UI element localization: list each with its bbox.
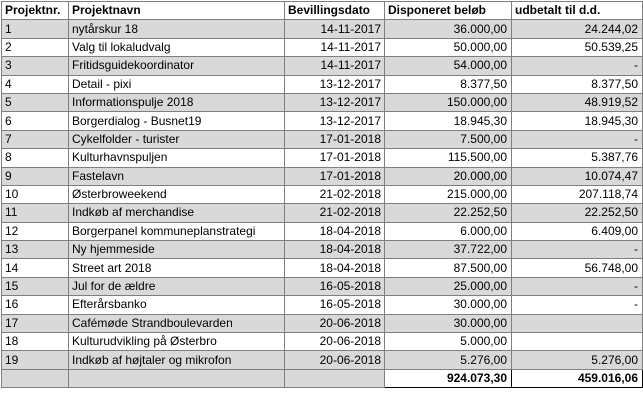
cell-projektnr[interactable]: 13 <box>2 241 69 259</box>
total-row <box>2 369 643 387</box>
cell-bevillingsdato[interactable]: 20-06-2018 <box>285 314 385 332</box>
cell-disponeret[interactable]: 6.000,00 <box>385 222 512 240</box>
table-row <box>2 185 643 203</box>
cell-udbetalt[interactable] <box>512 314 643 332</box>
cell-disponeret[interactable]: 115.500,00 <box>385 149 512 167</box>
cell-disponeret[interactable]: 18.945,30 <box>385 112 512 130</box>
cell-bevillingsdato[interactable]: 16-05-2018 <box>285 296 385 314</box>
cell-bevillingsdato[interactable]: 14-11-2017 <box>285 57 385 75</box>
cell-projektnavn[interactable]: Kulturhavnspuljen <box>69 149 285 167</box>
cell-bevillingsdato[interactable]: 17-01-2018 <box>285 167 385 185</box>
cell-projektnr[interactable]: 1 <box>2 20 69 38</box>
cell-udbetalt[interactable]: - <box>512 296 643 314</box>
cell-projektnr[interactable]: 8 <box>2 149 69 167</box>
cell-disponeret[interactable]: 5.276,00 <box>385 351 512 369</box>
cell-projektnr[interactable]: 14 <box>2 259 69 277</box>
table-row <box>2 57 643 75</box>
cell-projektnavn[interactable]: Street art 2018 <box>69 259 285 277</box>
cell-disponeret[interactable]: 87.500,00 <box>385 259 512 277</box>
cell-disponeret[interactable]: 8.377,50 <box>385 75 512 93</box>
cell-bevillingsdato[interactable]: 20-06-2018 <box>285 333 385 351</box>
cell-disponeret[interactable]: 25.000,00 <box>385 277 512 295</box>
cell-bevillingsdato[interactable]: 21-02-2018 <box>285 185 385 203</box>
cell-disponeret[interactable]: 36.000,00 <box>385 20 512 38</box>
cell-projektnavn[interactable]: Jul for de ældre <box>69 277 285 295</box>
cell-udbetalt[interactable]: 22.252,50 <box>512 204 643 222</box>
table-row <box>2 167 643 185</box>
total-blank[interactable] <box>285 369 385 387</box>
cell-udbetalt[interactable]: 24.244,02 <box>512 20 643 38</box>
cell-projektnavn[interactable]: Ny hjemmeside <box>69 241 285 259</box>
cell-udbetalt[interactable]: 5.387,76 <box>512 149 643 167</box>
table-row <box>2 204 643 222</box>
cell-projektnr[interactable]: 16 <box>2 296 69 314</box>
cell-projektnavn[interactable]: Borgerdialog - Busnet19 <box>69 112 285 130</box>
table-row <box>2 296 643 314</box>
cell-udbetalt[interactable]: 56.748,00 <box>512 259 643 277</box>
cell-bevillingsdato[interactable]: 13-12-2017 <box>285 112 385 130</box>
cell-bevillingsdato[interactable]: 13-12-2017 <box>285 93 385 111</box>
cell-bevillingsdato[interactable]: 14-11-2017 <box>285 38 385 56</box>
table-row <box>2 314 643 332</box>
cell-disponeret[interactable]: 7.500,00 <box>385 130 512 148</box>
cell-projektnavn[interactable]: Østerbroweekend <box>69 185 285 203</box>
cell-projektnr[interactable]: 12 <box>2 222 69 240</box>
table-row <box>2 259 643 277</box>
cell-disponeret[interactable]: 5.000,00 <box>385 333 512 351</box>
table-row <box>2 277 643 295</box>
header-disponeret[interactable]: Disponeret beløb <box>385 2 512 20</box>
cell-projektnr[interactable]: 9 <box>2 167 69 185</box>
header-projektnr[interactable]: Projektnr. <box>2 2 69 20</box>
cell-bevillingsdato[interactable]: 13-12-2017 <box>285 75 385 93</box>
cell-projektnr[interactable]: 4 <box>2 75 69 93</box>
total-disponeret[interactable]: 924.073,30 <box>385 369 512 387</box>
cell-udbetalt[interactable]: 50.539,25 <box>512 38 643 56</box>
cell-bevillingsdato[interactable]: 17-01-2018 <box>285 149 385 167</box>
total-blank[interactable] <box>2 369 69 387</box>
budget-table <box>1 1 643 388</box>
cell-projektnavn[interactable]: Kulturudvikling på Østerbro <box>69 333 285 351</box>
cell-udbetalt[interactable]: 207.118,74 <box>512 185 643 203</box>
cell-projektnr[interactable]: 11 <box>2 204 69 222</box>
cell-udbetalt[interactable]: 18.945,30 <box>512 112 643 130</box>
cell-bevillingsdato[interactable]: 20-06-2018 <box>285 351 385 369</box>
table-row <box>2 333 643 351</box>
cell-udbetalt[interactable]: 8.377,50 <box>512 75 643 93</box>
cell-projektnr[interactable]: 19 <box>2 351 69 369</box>
cell-projektnavn[interactable]: Fastelavn <box>69 167 285 185</box>
cell-projektnavn[interactable]: Indkøb af højtaler og mikrofon <box>69 351 285 369</box>
cell-bevillingsdato[interactable]: 14-11-2017 <box>285 20 385 38</box>
cell-disponeret[interactable]: 50.000,00 <box>385 38 512 56</box>
header-projektnavn[interactable]: Projektnavn <box>69 2 285 20</box>
cell-projektnavn[interactable]: Informationspulje 2018 <box>69 93 285 111</box>
cell-disponeret[interactable]: 54.000,00 <box>385 57 512 75</box>
cell-projektnr[interactable]: 5 <box>2 93 69 111</box>
cell-disponeret[interactable]: 30.000,00 <box>385 314 512 332</box>
table-row <box>2 38 643 56</box>
cell-projektnr[interactable]: 6 <box>2 112 69 130</box>
cell-projektnr[interactable]: 17 <box>2 314 69 332</box>
table-row <box>2 93 643 111</box>
cell-projektnr[interactable]: 2 <box>2 38 69 56</box>
cell-projektnavn[interactable]: nytårskur 18 <box>69 20 285 38</box>
cell-projektnavn[interactable]: Cykelfolder - turister <box>69 130 285 148</box>
header-row <box>2 2 643 20</box>
cell-bevillingsdato[interactable]: 17-01-2018 <box>285 130 385 148</box>
table-row <box>2 149 643 167</box>
cell-udbetalt[interactable] <box>512 333 643 351</box>
header-bevillingsdato[interactable]: Bevillingsdato <box>285 2 385 20</box>
cell-bevillingsdato[interactable]: 21-02-2018 <box>285 204 385 222</box>
cell-udbetalt[interactable]: 5.276,00 <box>512 351 643 369</box>
header-udbetalt[interactable]: udbetalt til d.d. <box>512 2 643 20</box>
cell-projektnavn[interactable]: Cafémøde Strandboulevarden <box>69 314 285 332</box>
cell-bevillingsdato[interactable]: 18-04-2018 <box>285 222 385 240</box>
cell-projektnr[interactable]: 3 <box>2 57 69 75</box>
cell-projektnr[interactable]: 15 <box>2 277 69 295</box>
cell-udbetalt[interactable]: 48.919,52 <box>512 93 643 111</box>
cell-disponeret[interactable]: 30.000,00 <box>385 296 512 314</box>
cell-disponeret[interactable]: 22.252,50 <box>385 204 512 222</box>
table-row <box>2 130 643 148</box>
cell-disponeret[interactable]: 20.000,00 <box>385 167 512 185</box>
cell-bevillingsdato[interactable]: 18-04-2018 <box>285 259 385 277</box>
table-row <box>2 75 643 93</box>
cell-bevillingsdato[interactable]: 16-05-2018 <box>285 277 385 295</box>
cell-udbetalt[interactable]: - <box>512 277 643 295</box>
cell-projektnavn[interactable]: Detail - pixi <box>69 75 285 93</box>
cell-projektnr[interactable]: 10 <box>2 185 69 203</box>
cell-projektnavn[interactable]: Valg til lokaludvalg <box>69 38 285 56</box>
table-row <box>2 222 643 240</box>
cell-udbetalt[interactable]: 10.074,47 <box>512 167 643 185</box>
cell-projektnr[interactable]: 18 <box>2 333 69 351</box>
cell-projektnr[interactable]: 7 <box>2 130 69 148</box>
total-blank[interactable] <box>69 369 285 387</box>
cell-bevillingsdato[interactable]: 18-04-2018 <box>285 241 385 259</box>
cell-udbetalt[interactable]: - <box>512 241 643 259</box>
cell-udbetalt[interactable]: - <box>512 57 643 75</box>
cell-udbetalt[interactable]: 6.409,00 <box>512 222 643 240</box>
cell-projektnavn[interactable]: Borgerpanel kommuneplanstrategi <box>69 222 285 240</box>
cell-projektnavn[interactable]: Fritidsguidekoordinator <box>69 57 285 75</box>
cell-projektnavn[interactable]: Indkøb af merchandise <box>69 204 285 222</box>
cell-projektnavn[interactable]: Efterårsbanko <box>69 296 285 314</box>
cell-disponeret[interactable]: 215.000,00 <box>385 185 512 203</box>
cell-disponeret[interactable]: 37.722,00 <box>385 241 512 259</box>
table-row <box>2 112 643 130</box>
cell-disponeret[interactable]: 150.000,00 <box>385 93 512 111</box>
table-row <box>2 241 643 259</box>
table-row <box>2 351 643 369</box>
table-row <box>2 20 643 38</box>
total-udbetalt[interactable]: 459.016,06 <box>512 369 643 387</box>
cell-udbetalt[interactable]: - <box>512 130 643 148</box>
